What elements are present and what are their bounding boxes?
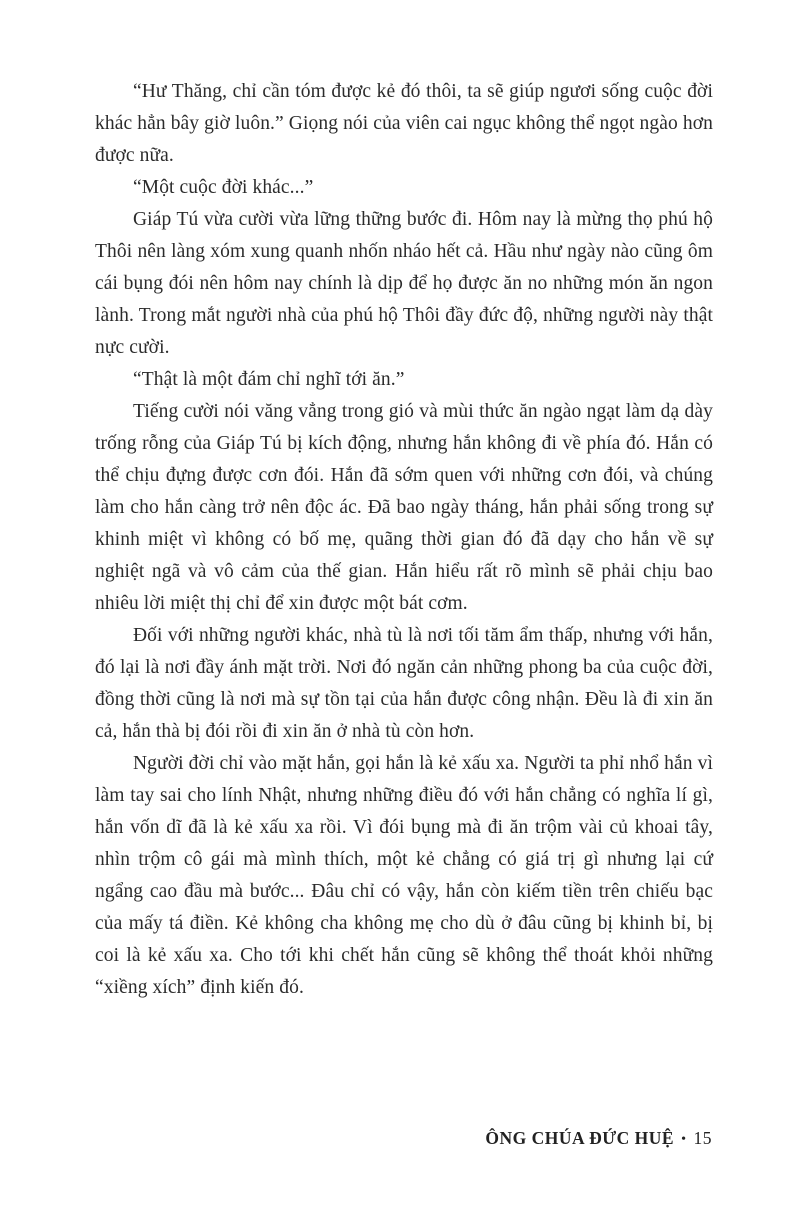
page-text-block (95, 76, 713, 1004)
footer-separator: • (681, 1132, 687, 1147)
paragraph: “Một cuộc đời khác...” (133, 177, 314, 198)
page-footer (485, 1128, 712, 1149)
paragraph: “Hư Thăng, chỉ cần tóm được kẻ đó thôi, ta sẽ giúp ngươi sống cuộc đời khác hẳn bây giờ luôn.” Giọng nói của viên cai ngục không thể ngọt ngào hơn được nữa. (95, 81, 713, 166)
paragraph: “Thật là một đám chỉ nghĩ tới ăn.” (133, 369, 405, 390)
footer-page-number: 15 (693, 1128, 712, 1148)
paragraph: Người đời chỉ vào mặt hắn, gọi hắn là kẻ xấu xa. Người ta phỉ nhổ hắn vì làm tay sai cho lính Nhật, nhưng những điều đó với hắn chẳng có nghĩa lí gì, hắn vốn dĩ đã là kẻ xấu xa rồi. Vì đói bụng mà đi ăn trộm vài củ khoai tây, nhìn trộm cô gái mà mình thích, một kẻ chẳng có giá trị gì nhưng lại cứ ngẩng cao đầu mà bước... Đâu chỉ có vậy, hắn còn kiếm tiền trên chiếu bạc của mấy tá điền. Kẻ không cha không mẹ cho dù ở đâu cũng bị khinh bỉ, bị coi là kẻ xấu xa. Cho tới khi chết hắn cũng sẽ không thể thoát khỏi những “xiềng xích” định kiến đó. (95, 753, 713, 998)
paragraph: Đối với những người khác, nhà tù là nơi tối tăm ẩm thấp, nhưng với hắn, đó lại là nơi đầy ánh mặt trời. Nơi đó ngăn cản những phong ba của cuộc đời, đồng thời cũng là nơi mà sự tồn tại của hắn được công nhận. Đều là đi xin ăn cả, hắn thà bị đói rồi đi xin ăn ở nhà tù còn hơn. (95, 625, 713, 742)
paragraph: Giáp Tú vừa cười vừa lững thững bước đi. Hôm nay là mừng thọ phú hộ Thôi nên làng xóm xung quanh nhốn nháo hết cả. Hầu như ngày nào cũng ôm cái bụng đói nên hôm nay chính là dịp để họ được ăn no những món ăn ngon lành. Trong mắt người nhà của phú hộ Thôi đầy đức độ, những người này thật nực cười. (95, 209, 713, 358)
paragraph: Tiếng cười nói văng vẳng trong gió và mùi thức ăn ngào ngạt làm dạ dày trống rỗng của Giáp Tú bị kích động, nhưng hắn không đi về phía đó. Hắn có thể chịu đựng được cơn đói. Hắn đã sớm quen với những cơn đói, và chúng làm cho hắn càng trở nên độc ác. Đã bao ngày tháng, hắn phải sống trong sự khinh miệt vì không có bố mẹ, quãng thời gian đó đã dạy cho hắn về sự nghiệt ngã và vô cảm của thế gian. Hắn hiểu rất rõ mình sẽ phải chịu bao nhiêu lời miệt thị chỉ để xin được một bát cơm. (95, 401, 713, 614)
footer-book-title: ÔNG CHÚA ĐỨC HUỆ (485, 1128, 675, 1148)
